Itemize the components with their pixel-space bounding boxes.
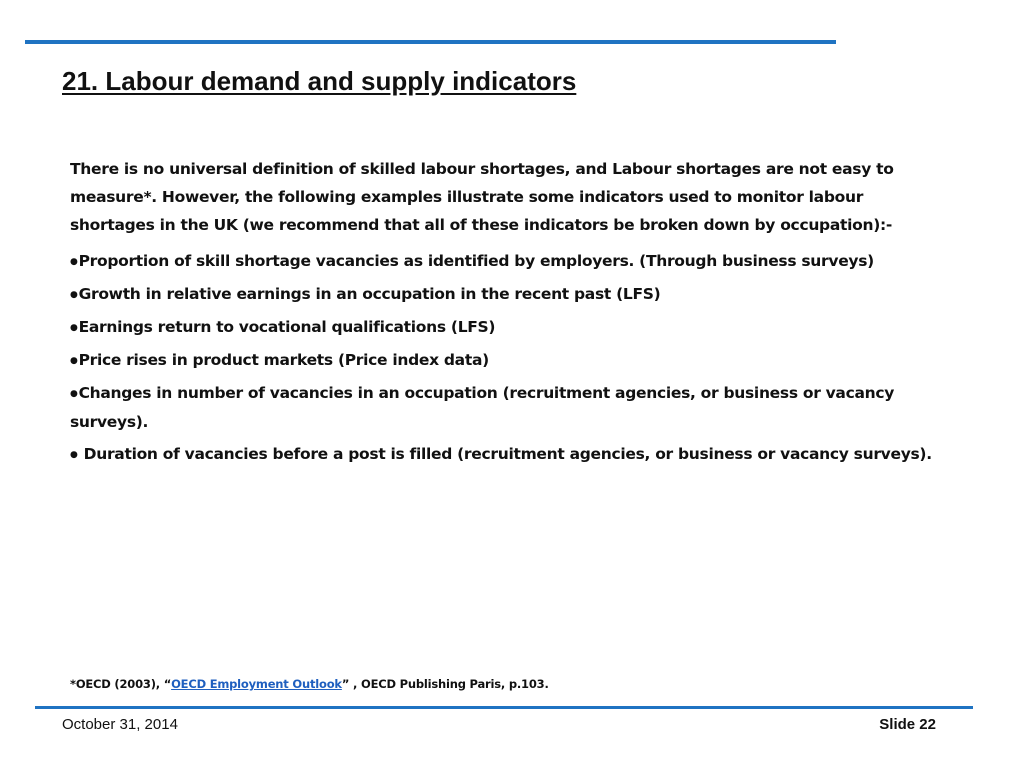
bullet-icon: ●	[70, 356, 78, 366]
list-item-text: Earnings return to vocational qualifications (LFS)	[78, 318, 496, 336]
list-item	[70, 440, 950, 469]
list-item	[70, 313, 950, 342]
oecd-outlook-link[interactable]: OECD Employment Outlook	[171, 677, 342, 691]
bullet-icon: ●	[70, 389, 78, 399]
intro-paragraph: There is no universal definition of skilled labour shortages, and Labour shortages are not easy to measure*. However, the following examples illustrate some indicators used to monitor labour shortages in the UK (we recommend that all of these indicators be broken down by occupation):-	[70, 160, 894, 234]
list-item	[70, 346, 950, 375]
top-rule	[25, 40, 836, 44]
list-item	[70, 247, 950, 276]
list-item-text: Price rises in product markets (Price index data)	[78, 351, 489, 369]
indicator-list	[70, 247, 950, 469]
footnote-prefix: *OECD (2003), “	[70, 677, 172, 691]
list-item-text: Growth in relative earnings in an occupation in the recent past (LFS)	[78, 285, 661, 303]
list-item	[70, 280, 950, 309]
footnote-suffix: ” , OECD Publishing Paris, p.103.	[341, 677, 549, 691]
bullet-icon: ●	[70, 450, 78, 460]
list-item-text: Proportion of skill shortage vacancies as identified by employers. (Through business surveys)	[78, 252, 874, 270]
list-item-text: Changes in number of vacancies in an occupation (recruitment agencies, or business or vacancy surveys).	[70, 384, 895, 431]
bottom-rule	[35, 706, 973, 709]
slide-body	[70, 155, 950, 473]
footer-date: October 31, 2014	[62, 716, 178, 733]
bullet-icon: ●	[70, 290, 78, 300]
bullet-icon: ●	[70, 323, 78, 333]
footnote	[70, 677, 549, 691]
list-item	[70, 379, 950, 436]
slide-number: Slide 22	[879, 716, 936, 733]
list-item-text: Duration of vacancies before a post is filled (recruitment agencies, or business or vacancy surveys).	[78, 445, 932, 463]
slide-title: 21. Labour demand and supply indicators	[62, 66, 577, 96]
bullet-icon: ●	[70, 257, 78, 267]
